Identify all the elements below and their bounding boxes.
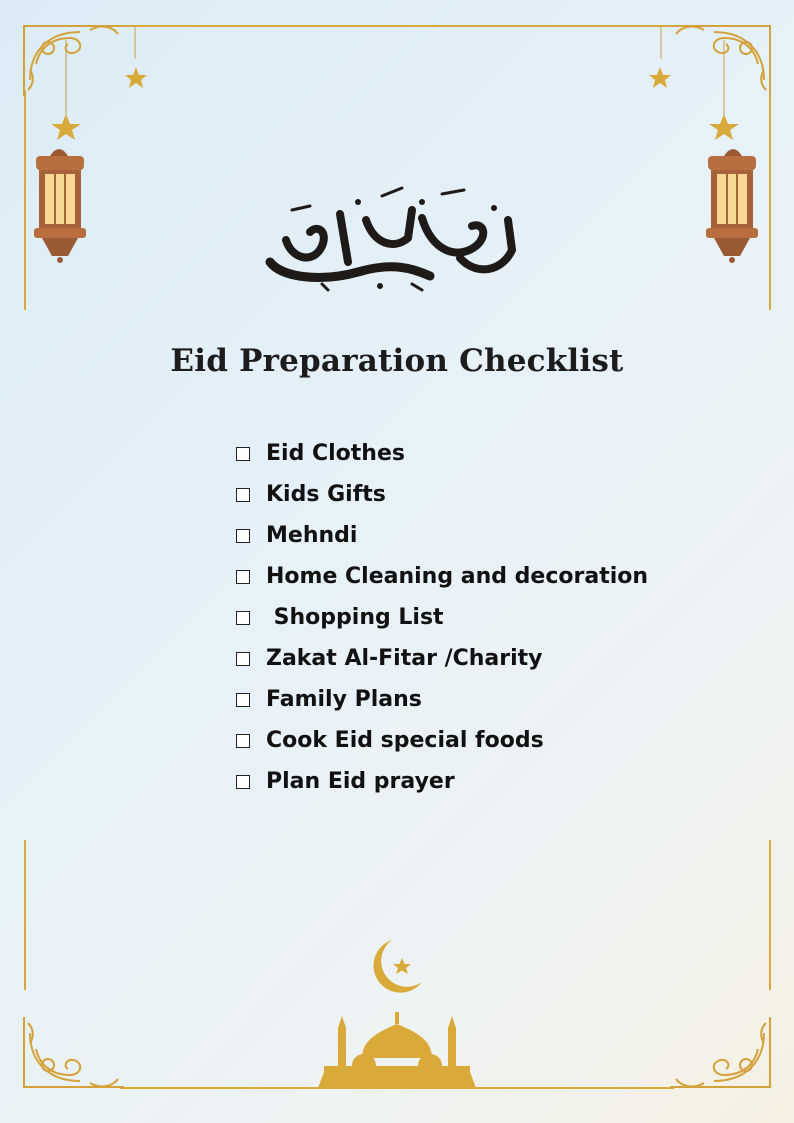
- checklist-item-label: Home Cleaning and decoration: [266, 564, 649, 589]
- checkbox[interactable]: [236, 529, 250, 543]
- checklist: [236, 433, 648, 802]
- corner-ornament-icon: [664, 1013, 774, 1093]
- checklist-item-label: Shopping List: [266, 605, 444, 630]
- checklist-item: [236, 679, 648, 720]
- checklist-item: [236, 515, 648, 556]
- checklist-item-label: Cook Eid special foods: [266, 728, 544, 753]
- crescent-star-icon: [368, 936, 428, 996]
- crescent-star-icon: [100, 25, 170, 120]
- frame-right-line: [769, 90, 771, 310]
- checkbox[interactable]: [236, 488, 250, 502]
- checklist-item: [236, 556, 648, 597]
- checklist-item: [236, 474, 648, 515]
- checkbox[interactable]: [236, 447, 250, 461]
- checkbox[interactable]: [236, 611, 250, 625]
- frame-top-line: [120, 25, 674, 27]
- lantern-icon: [26, 40, 92, 266]
- checklist-item: [236, 597, 648, 638]
- crescent-star-icon: [626, 25, 696, 120]
- page-title: Eid Preparation Checklist: [170, 343, 624, 379]
- checklist-item: [236, 433, 648, 474]
- checklist-item-label: Plan Eid prayer: [266, 769, 455, 794]
- checklist-item: [236, 638, 648, 679]
- checklist-item: [236, 720, 648, 761]
- checkbox[interactable]: [236, 775, 250, 789]
- corner-ornament-icon: [20, 1013, 130, 1093]
- checkbox[interactable]: [236, 652, 250, 666]
- checklist-item: [236, 761, 648, 802]
- checkbox[interactable]: [236, 734, 250, 748]
- checklist-item-label: Mehndi: [266, 523, 358, 548]
- checklist-item-label: Family Plans: [266, 687, 422, 712]
- lantern-icon: [700, 40, 766, 266]
- ramadan-kareem-calligraphy: [262, 180, 520, 300]
- checklist-item-label: Eid Clothes: [266, 441, 405, 466]
- checklist-item-label: Zakat Al-Fitar /Charity: [266, 646, 543, 671]
- frame-right-line-lower: [769, 840, 771, 990]
- checkbox[interactable]: [236, 570, 250, 584]
- checklist-item-label: Kids Gifts: [266, 482, 386, 507]
- mosque-icon: [318, 1010, 476, 1090]
- frame-left-line-lower: [24, 840, 26, 990]
- checkbox[interactable]: [236, 693, 250, 707]
